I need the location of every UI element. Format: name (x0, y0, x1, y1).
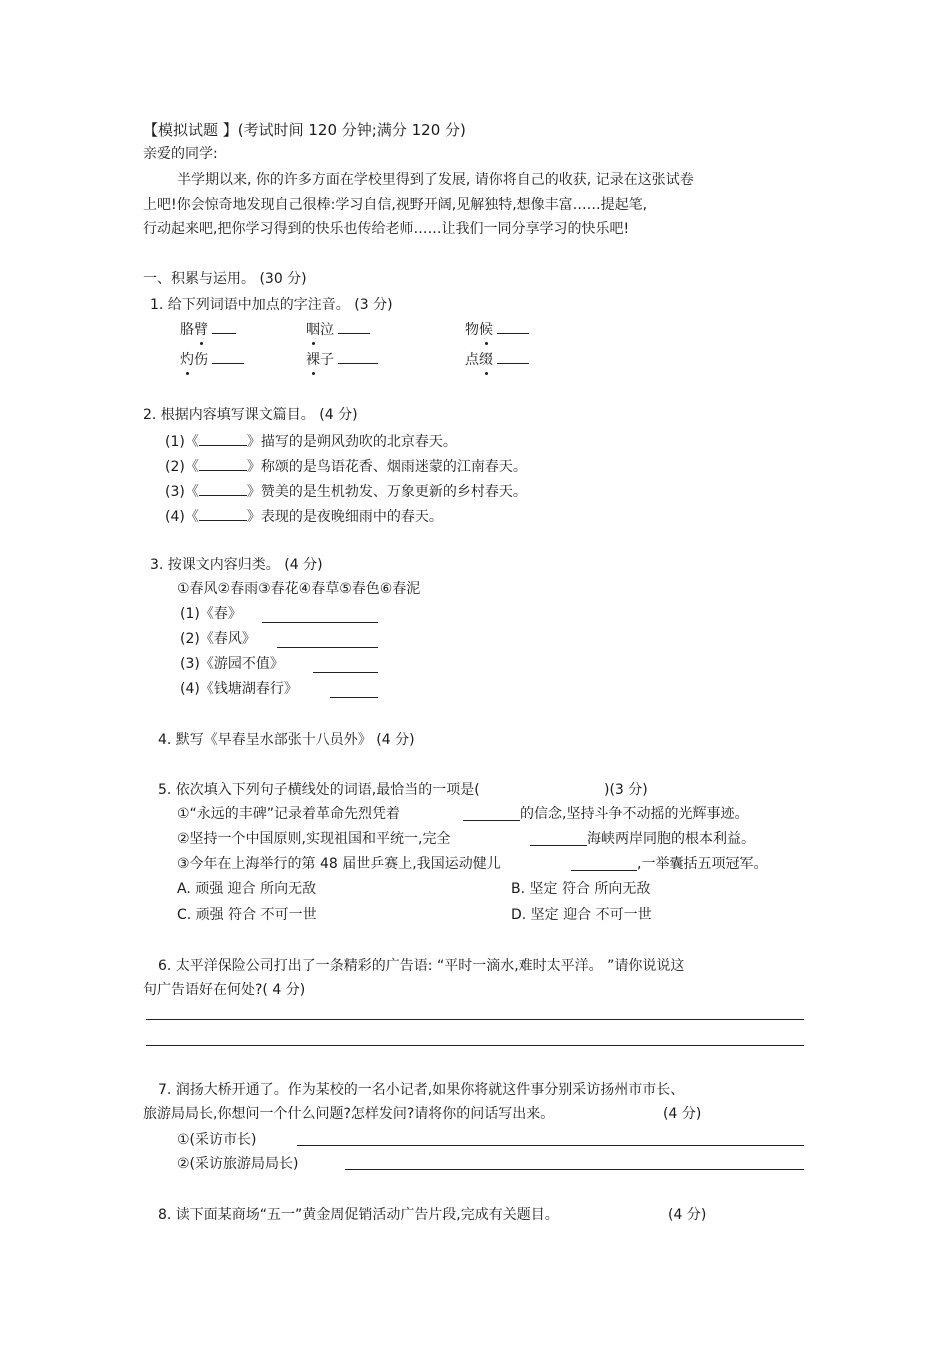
q5-sentence-3b: ,一举囊括五项冠军。 (637, 856, 768, 872)
section-heading: 一、积累与运用。 (30 分) (143, 271, 307, 287)
q5-option-d[interactable]: D. 坚定 迎合 不可一世 (511, 907, 652, 923)
q1-word-3: 物候 (465, 319, 529, 339)
q1-prompt: 1. 给下列词语中加点的字注音。 (3 分) (150, 297, 393, 313)
answer-blank[interactable] (338, 319, 370, 334)
q1-word-2: 咽泣 (306, 319, 370, 339)
q7-answer-line-2[interactable] (345, 1169, 804, 1170)
q2-item-2: (2)《 》称颂的是鸟语花香、烟雨迷蒙的江南春天。 (165, 456, 527, 476)
q5-option-a[interactable]: A. 顽强 迎合 所向无敌 (177, 881, 317, 897)
q5-blank-3[interactable] (571, 870, 637, 871)
q3-answer-line-3[interactable] (313, 672, 378, 673)
q2-item-1: (1)《 》描写的是朔风劲吹的北京春天。 (165, 431, 457, 451)
q3-answer-line-1[interactable] (262, 622, 378, 623)
q6-line-2: 句广告语好在何处?( 4 分) (143, 982, 306, 998)
q4-prompt: 4. 默写《早春呈水部张十八员外》 (4 分) (158, 732, 415, 748)
title-blank[interactable] (199, 431, 247, 446)
q1-word-6: 点缀 (465, 349, 529, 369)
q3-answer-line-2[interactable] (277, 647, 378, 648)
q6-line-1: 6. 太平洋保险公司打出了一条精彩的广告语: “平时一滴水,难时太平洋。 ”请你说说这 (158, 958, 685, 974)
q3-options: ①春风②春雨③春花④春草⑤春色⑥春泥 (177, 581, 421, 597)
q7-answer-line-1[interactable] (297, 1145, 804, 1146)
answer-blank[interactable] (497, 349, 529, 364)
q2-item-4: (4)《 》表现的是夜晚细雨中的春天。 (165, 506, 443, 526)
answer-blank[interactable] (338, 349, 378, 364)
q5-sentence-2b: 海峡两岸同胞的根本利益。 (587, 831, 755, 847)
intro-line-3: 行动起来吧,把你学习得到的快乐也传给老师……让我们一同分享学习的快乐吧! (143, 221, 630, 237)
q3-answer-line-4[interactable] (330, 697, 378, 698)
q5-option-c[interactable]: C. 顽强 符合 不可一世 (177, 907, 317, 923)
q1-word-1: 胳臂 (180, 319, 236, 339)
title-blank[interactable] (199, 506, 247, 521)
exam-title: 【模拟试题 】(考试时间 120 分钟;满分 120 分) (143, 121, 466, 139)
greeting: 亲爱的同学: (143, 146, 218, 162)
q5-sentence-3a: ③今年在上海举行的第 48 届世乒赛上,我国运动健儿 (177, 856, 501, 872)
q3-item-3: (3)《游园不值》 (180, 656, 284, 672)
q7-line-1: 7. 润扬大桥开通了。作为某校的一名小记者,如果你将就这件事分别采访扬州市市长、 (158, 1082, 685, 1098)
q3-item-4: (4)《钱塘湖春行》 (180, 681, 298, 697)
q2-prompt: 2. 根据内容填写课文篇目。 (4 分) (143, 407, 358, 423)
q8-score: (4 分) (668, 1207, 707, 1223)
q5-sentence-2a: ②坚持一个中国原则,实现祖国和平统一,完全 (177, 831, 451, 847)
q5-prompt-score: )(3 分) (604, 782, 648, 798)
q7-line-2: 旅游局局长,你想问一个什么问题?怎样发问?请将你的问话写出来。 (143, 1106, 555, 1122)
q7-score: (4 分) (663, 1106, 702, 1122)
q7-item-1: ①(采访市长) (177, 1132, 257, 1148)
q5-sentence-1a: ①“永远的丰碑”记录着革命先烈凭着 (177, 806, 401, 822)
intro-line-1: 半学期以来, 你的许多方面在学校里得到了发展, 请你将自己的收获, 记录在这张试卷 (177, 172, 694, 188)
q5-blank-2[interactable] (530, 845, 587, 846)
title-blank[interactable] (199, 481, 247, 496)
intro-line-2: 上吧!你会惊奇地发现自己很棒:学习自信,视野开阔,见解独特,想像丰富……提起笔, (143, 197, 648, 213)
q6-answer-line-2[interactable] (146, 1045, 804, 1046)
answer-blank[interactable] (212, 349, 244, 364)
answer-blank[interactable] (497, 319, 529, 334)
title-blank[interactable] (199, 456, 247, 471)
q8-prompt: 8. 读下面某商场“五一”黄金周促销活动广告片段,完成有关题目。 (158, 1207, 559, 1223)
q6-answer-line-1[interactable] (146, 1019, 804, 1020)
q1-word-5: 裸子 (306, 349, 378, 369)
q5-prompt: 5. 依次填入下列句子横线处的词语,最恰当的一项是( (158, 782, 480, 798)
q5-blank-1[interactable] (463, 820, 520, 821)
q2-item-3: (3)《 》赞美的是生机勃发、万象更新的乡村春天。 (165, 481, 527, 501)
q1-word-4: 灼伤 (180, 349, 244, 369)
q3-item-2: (2)《春风》 (180, 631, 256, 647)
answer-blank[interactable] (212, 319, 236, 334)
q3-item-1: (1)《春》 (180, 606, 242, 622)
q5-option-b[interactable]: B. 坚定 符合 所向无敌 (511, 881, 651, 897)
q3-prompt: 3. 按课文内容归类。 (4 分) (150, 557, 323, 573)
q7-item-2: ②(采访旅游局局长) (177, 1156, 299, 1172)
q5-sentence-1b: 的信念,坚持斗争不动摇的光辉事迹。 (520, 806, 749, 822)
